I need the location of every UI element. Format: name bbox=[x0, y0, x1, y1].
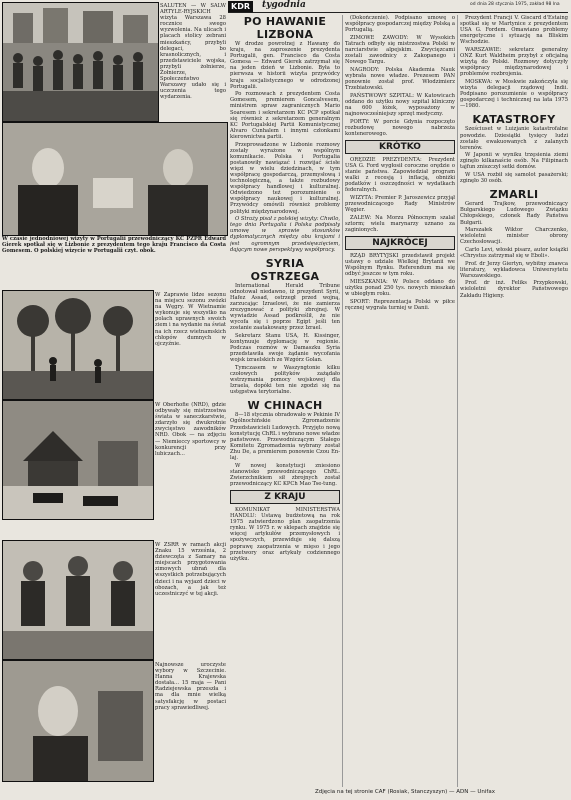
caption-portrait: W czasie jednodniowej wizyty w Portugalii przewodniczący KC PZPR Edward Gierek spotkał się w Lizbonie z prezydentem tego kraju Francisco da Costa Gomesem. O polskiej wizycie w Portugalii czyt. obok. bbox=[2, 236, 226, 255]
photo-oberhofie bbox=[2, 400, 154, 520]
z-kraju-p1: KOMUNIKAT MINISTERSTWA HANDLU: Ustawą budżetową na rok 1975 zatwierdzono plan zaopatrzenia rynku. W 1975 r. w sklepach znajdzie się więcej artykułów przemysłowych i spożywczych, przewiduje się dalszą poprawę zaopatrzenia w mięso i jego przetwory oraz artykuły codziennego użytku. bbox=[230, 507, 340, 562]
column-2 bbox=[345, 15, 455, 787]
headline-chiny: W CHINACH bbox=[247, 399, 323, 413]
center-p3: NAGRODY: Polska Akademia Nauk wybrała nowe władze. Prezesem PAN ponownie został prof. Włodzimierz Trzebiatowski. bbox=[345, 66, 455, 92]
caption-crowd: SALUTEN — W SALW ARTYLE-RYJSKICH wizyta Warszawa 28 rocznice swego wyzwolenia. Na ulicach i placach stolicy zebrani mieszkańcy, przybyli delegaci, bo krasnolicznych, i przedstawiciele wojska, przybyli żołnierze, Żołnierze, Społeczeństwo Warszawy udało się i uczczenia tego wydarzenia. bbox=[160, 3, 226, 101]
caption-oberhofie: W Oberhofie (NRD), gdzie odbywały się mistrzostwa świata w saneczkarstwie, zdarzyło się dwukrotnie zwycięstwo zawodników NRD. Obok — na zdjęciu — Niemieccy sportowcy w konkurencji przy lubiczach... bbox=[155, 402, 226, 457]
najkrocej-p2: MIESZKANIA: W Polsce oddano do użytku ponad 250 tys. nowych mieszkań w ubiegłym roku. bbox=[345, 278, 455, 297]
photo-crowd bbox=[2, 2, 159, 122]
lizbona-p1: W drodze powrotnej z Hawany do kraju, na zaproszenie prezydenta Portugalii, gen. Francisco da Costa Gomesa — Edward Gierek zatrzymał się na jeden dzień w Lizbonie. Była to pierwsza w historii wizyta przywódcy kraju socjalistycznego w odrodzonej Portugalii. bbox=[230, 41, 340, 90]
lizbona-p2: Po rozmowach z prezydentem Costa Gomesem, premierem Goncalvesem, ministrem spraw zagranicznych Mario Soaresem i sekretarzem KC PCP spotkał się również z sekretarzem generalnym KC Portugalskiej Partii Komunistycznej Alvaro Cunhalem i innymi członkami kierownictwa partii. bbox=[230, 91, 340, 140]
photo-portrait bbox=[2, 122, 228, 236]
caption-bottom: Najnowsze uroczyste wybory w Szczecinie. Hanna Krajewska dostała... 15 maja — Pani Radziejewska przeszła i ma dla mnie wielką satysfakcję w postaci pracy sprawiedliwej. bbox=[155, 662, 226, 711]
headline-z-kraju: Z KRAJU bbox=[230, 490, 340, 504]
center-p5: PORTY: W porcie Gdynia rozpoczęto rozbudowę nowego nabrzeża kontenerowego. bbox=[345, 118, 455, 137]
masthead-logo: KDR bbox=[228, 1, 253, 12]
zmarli-p3: Carlo Levi, włoski pisarz, autor książki «Chrystus zatrzymał się w Eboli». bbox=[460, 246, 568, 259]
masthead-date-note: od dnia 28 stycznia 1975, zakład 98 lna bbox=[470, 2, 560, 7]
syria-p3: Tymczasem w Waszyngtonie kilku czołowych polityków zażądało wstrzymania pomocy wojskowej dla Izraela, dopóki ten nie zgodzi się na ustępstwa terytorialne. bbox=[230, 364, 340, 396]
right-p2: WARSZAWIE: sekretarz generalny ONZ Kurt Waldheim przybył z oficjalną wizytą do Polski. Rozmowy dotyczyły współpracy międzynarodowej i problemów rozbrojenia. bbox=[460, 46, 568, 78]
caption-knitting: W ZSRR w ramach akcji Znaku 15 września, 2 dziewczęta z Samary na miejscach przygotowania zimowych ubrań dla wszystkich potrzebujących dzieci i na wyjazd dzieci w obozach, a jak też uczestniczyć w tej akcji. bbox=[155, 542, 226, 597]
katastrofy-p3: W USA rozbił się samolot pasażerski; zginęło 30 osób. bbox=[460, 172, 568, 185]
article-zmarli bbox=[460, 201, 568, 298]
headline-zmarli: ZMARLI bbox=[489, 188, 539, 202]
article-lizbona bbox=[230, 41, 340, 253]
krotko-p2: WIZYTA: Premier P. Jaroszewicz przyjął przewodniczącego Rady Ministrów Węgier. bbox=[345, 194, 455, 214]
center-p4: PAŃSTWOWY SZPITAL: W Katowicach oddano do użytku nowy szpital kliniczny na 600 łóżek, wyposażony w najnowocześniejszy sprzęt medyczny. bbox=[345, 92, 455, 117]
headline-katastrofy: KATASTROFY bbox=[472, 113, 556, 127]
article-right bbox=[460, 15, 568, 109]
article-krotko bbox=[345, 157, 455, 233]
masthead-rule bbox=[228, 12, 568, 13]
lizbona-p3: Przeprowadzone w Lizbonie rozmowy zostały wyrażone w wspólnym komunikacie. Polska i Portugalia postanowiły nawiązać i rozwijać ścisłe więzi w wielu dziedzinach, w tym współpracę gospodarczą, przemysłową i technologiczną, a także rozbudowy współpracy handlowej i kulturalnej. Odwiedzono też porozumienie o współpracy naukowej i kulturalnej. Przywódcy omówili również problemy polityki międzynarodowej. bbox=[230, 141, 340, 215]
chiny-p1: 8—18 stycznia obradowało w Pekinie IV Ogólnochińskie Zgromadzenie Przedstawicieli Ludowych. Przyjęto nową konstytucję ChRL i wybrano nowe władze państwowe. Przewodniczącym Stałego Komitetu Zgromadzenia wybrany został Zhu De, a premierem ponownie Czou En-laj. bbox=[230, 412, 340, 462]
headline-syria: SYRIA OSTRZEGA bbox=[250, 256, 320, 283]
lizbona-p4: O Straży pisał z polskiej wizyty: Chwilo, tego dnia Portugalia i Polska podpisały umowę w sprawie stosunków dyplomatycznych między obu krajami i jest ogromnym przedsięwzięciem, dającym nowe perspektywy współpracy. bbox=[230, 216, 340, 253]
najkrocej-p1: RZĄD BRYTYJSKI przedstawił projekt ustawy o udziale Wielkiej Brytanii we Wspólnym Rynku. Referendum ma się odbyć jeszcze w tym roku. bbox=[345, 252, 455, 278]
article-chiny bbox=[230, 412, 340, 487]
najkrocej-p3: SPORT: Reprezentacja Polski w piłce ręcznej wygrała turniej w Danii. bbox=[345, 298, 455, 311]
syria-p2: Sekretarz Stanu USA, H. Kissinger, kontynuuje dyplomację w regionie. Podczas rozmów w Damaszku Syria przedstawiła swoje żądanie wycofania wojsk izraelskich ze Wzgórz Golan. bbox=[230, 332, 340, 364]
center-p2: ZIMOWE ZAWODY: W Wysokich Tatrach odbyły się mistrzostwa Polski w narciarstwie alpejskim. Zwycięzcami zostali zawodnicy z Zakopanego i Nowego Targu. bbox=[345, 34, 455, 66]
photo-harvest bbox=[2, 290, 154, 400]
article-syria bbox=[230, 283, 340, 396]
column-rule-1 bbox=[342, 15, 343, 787]
zmarli-p4: Prof. dr Jerzy Giertyn, wybitny znawca literatury, wykładowca Uniwersytetu Warszawskiego. bbox=[460, 260, 568, 279]
headline-krotko: KRÓTKO bbox=[345, 140, 455, 154]
article-katastrofy bbox=[460, 126, 568, 184]
katastrofy-p2: W Japonii w wyniku trzęsienia ziemi zginęło kilkanaście osób. Na Filipinach tajfun zniszczył setki domów. bbox=[460, 152, 568, 171]
center-p1: (Dokończenie). Podpisano umowę o współpracy gospodarczej między Polską a Portugalią. bbox=[345, 15, 455, 34]
krotko-p3: ZALEW: Na Morzu Północnym szalał sztorm; wielu marynarzy uznano za zaginionych. bbox=[345, 214, 455, 233]
photo-bottom bbox=[2, 660, 154, 782]
photo-credits-footer: Zdjęcia na tej stronie CAF (Rosiak, Stanczyszyn) — ADN — Unifax bbox=[315, 789, 495, 795]
photo-knitting bbox=[2, 540, 154, 660]
chiny-p2: W nowej konstytucji zniesiono stanowisko przewodniczącego ChRL. Zwierzchnikiem sił zbrojnych został przewodniczący KC KPCh Mao Tse-tung. bbox=[230, 462, 340, 487]
masthead-title: tygodnia bbox=[262, 0, 306, 10]
zmarli-p1: Gerard Trajkow, przewodniczący Bułgarskiego Ludowego Związku Chłopskiego, członek Rady Państwa Bułgarii. bbox=[460, 201, 568, 226]
krotko-p1: ORĘDZIE PREZYDENTA: Prezydent USA G. Ford wygłosił coroczne orędzie o stanie państwa. Zapowiedział program walki z recesją i inflacją, obniżki podatków i oszczędności w wydatkach federalnych. bbox=[345, 156, 455, 194]
zmarli-p2: Marszałek Wiktor Charczenko, wieloletni minister obrony Czechosłowacji. bbox=[460, 227, 568, 246]
right-p3: MOSKWA: w Moskwie zakończyła się wizyta delegacji rządowej Indii. Podpisano porozumienie o współpracy gospodarczej i technicznej na lata 1975—1980. bbox=[460, 78, 568, 110]
column-1 bbox=[230, 15, 340, 787]
article-z-kraju bbox=[230, 507, 340, 562]
column-3 bbox=[460, 15, 568, 787]
headline-lizbona: PO HAWANIE LIZBONA bbox=[243, 15, 327, 41]
article-center bbox=[345, 15, 455, 137]
caption-harvest: W Zaprawie lidze sezonu na miejscu sezonu zwózki na Węgry. W Wietnamie wykonuje się wszystko na polach uprawnych swoich ziem i na wydanie na świat na ich rzecz wietnamskich chłopów dumnych w ojczyźnie. bbox=[155, 292, 226, 347]
syria-p1: International Herald Tribune odnotował niedawno, iż prezydent Syrii, Hafez Assad, ostrzegł przed wojną, zarzucając Izraelowi, że nie zamierza zrezygnować z polityki zbrojnej. W wywiadzie Assad podkreślił, że nie wycofa się i poprze Egipt jeśli ten zostanie zaatakowany przez Izrael. bbox=[230, 282, 340, 332]
column-rule-2 bbox=[457, 15, 458, 787]
katastrofy-p1: Sześciuset w Luizjanie katastrofalne powodzie. Dziesiątki tysięcy ludzi zostało ewakuowanych z zalanych terenów. bbox=[460, 126, 568, 151]
right-p1: Prezydent Francji V. Giscard d'Estaing spotkał się w Martynice z prezydentem USA G. Fordem. Omawiano problemy energetyczne i sytuację na Bliskim Wschodzie. bbox=[460, 15, 568, 46]
article-najkrocej bbox=[345, 253, 455, 311]
zmarli-p5: Prof. dr inż. Feliks Przypkowski, wieloletni dyrektor Państwowego Zakładu Higieny. bbox=[460, 280, 568, 299]
headline-najkrocej: NAJKRÓCEJ bbox=[345, 236, 455, 250]
